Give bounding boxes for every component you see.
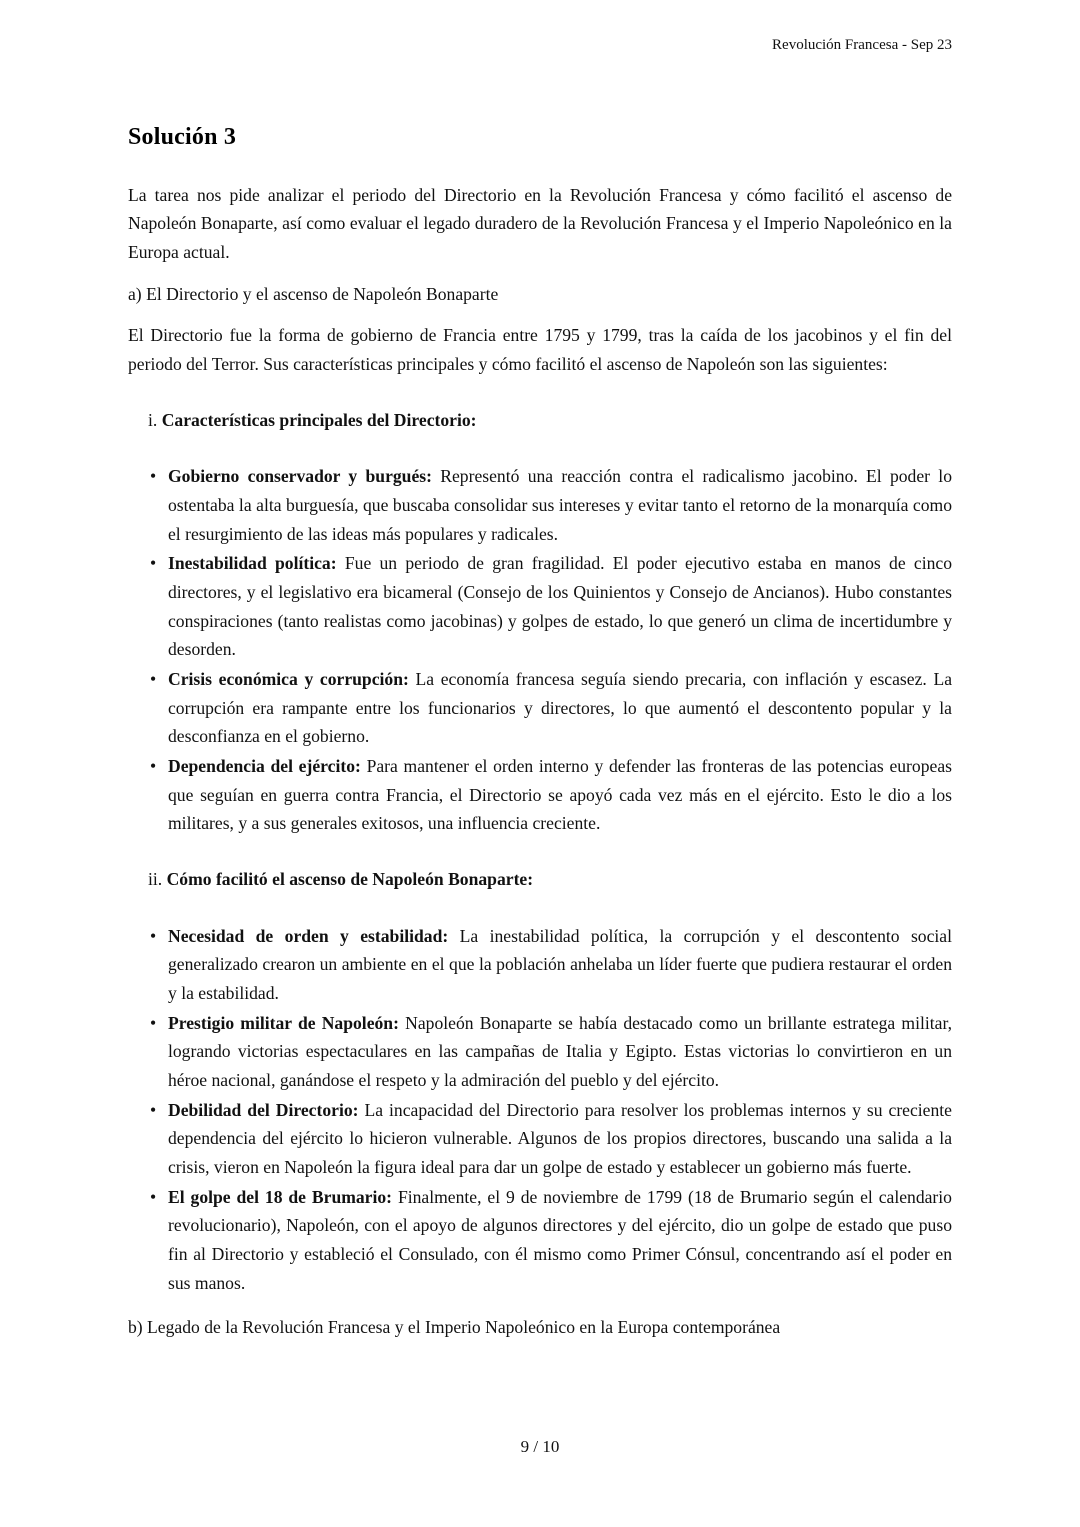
- list-i-heading-text: Características principales del Directorio:: [161, 409, 477, 430]
- list-ii-heading-text: Cómo facilitó el ascenso de Napoleón Bonaparte:: [166, 869, 534, 890]
- list-item: [128, 462, 952, 548]
- intro-paragraph: La tarea nos pide analizar el periodo del Directorio en la Revolución Francesa y cómo facilitó el ascenso de Napoleón Bonaparte, así como evaluar el legado duradero de la Revolución Francesa y el Imperio Napoleónico en la Europa actual.: [128, 184, 952, 262]
- list-i-heading: [148, 406, 952, 435]
- bullet-text: Representó una reacción contra el radicalismo jacobino. El poder lo ostentaba la alta burguesía, que buscaba consolidar sus intereses y evitar tanto el retorno de la monarquía como el resurgimiento de las ideas más populares y radicales.: [168, 466, 952, 544]
- list-ii-numeral: ii.: [148, 869, 163, 890]
- list-item: [128, 1183, 952, 1298]
- bullet-label: Debilidad del Directorio:: [168, 1099, 359, 1120]
- list-i-bullets: [128, 462, 952, 838]
- bullet-text: La economía francesa seguía siendo precaria, con inflación y escasez. La corrupción era rampante entre los funcionarios y directores, lo que aumentó el descontento popular y la desconfianza en el gobierno.: [168, 669, 952, 747]
- bullet-text: Napoleón Bonaparte se había destacado como un brillante estratega militar, logrando victorias espectaculares en las campañas de Italia y Egipto. Estas victorias lo convirtieron en un héroe nacional, ganándose el respeto y la admiración del pueblo y del ejército.: [168, 1012, 952, 1091]
- list-item: [128, 665, 952, 751]
- section-a-intro: El Directorio fue la forma de gobierno de Francia entre 1795 y 1799, tras la caída de los jacobinos y el fin del periodo del Terror. Sus características principales y cómo facilitó el ascenso de Napoleón son las siguientes:: [128, 325, 952, 374]
- bullet-text: La incapacidad del Directorio para resolver los problemas internos y su creciente dependencia del ejército lo hicieron vulnerable. Algunos de los propios directores, buscando una salida a la crisis, vieron en Napoleón la figura ideal para dar un golpe de estado y establecer un gobierno más fuerte.: [168, 1099, 952, 1178]
- list-item: [128, 1009, 952, 1095]
- list-ii-bullets: [128, 922, 952, 1298]
- bullet-label: Prestigio militar de Napoleón:: [168, 1012, 399, 1033]
- list-item: [128, 752, 952, 838]
- list-ii-heading: [148, 865, 952, 894]
- bullet-text: Finalmente, el 9 de noviembre de 1799 (18 de Brumario según el calendario revolucionario), Napoleón, con el apoyo de algunos directores y del ejército, dio un golpe de estado que puso fin al Directorio y estableció el Consulado, con él mismo como Primer Cónsul, concentrando así el poder en sus manos.: [168, 1186, 952, 1293]
- header-right-text: Revolución Francesa - Sep 23: [772, 37, 952, 53]
- bullet-text: La inestabilidad política, la corrupción y el descontento social generalizado crearon un ambiente en el que la población anhelaba un líder fuerte que pudiera restaurar el orden y la estabilidad.: [168, 925, 953, 1004]
- section-b-label: b) Legado de la Revolución Francesa y el Imperio Napoleónico en la Europa contemporánea: [128, 1317, 781, 1338]
- list-i-numeral: i.: [148, 409, 158, 430]
- bullet-label: El golpe del 18 de Brumario:: [168, 1186, 393, 1207]
- list-item: [128, 922, 952, 1008]
- bullet-label: Inestabilidad política:: [168, 553, 337, 574]
- bullet-label: Necesidad de orden y estabilidad:: [168, 925, 449, 946]
- list-item: [128, 1096, 952, 1182]
- bullet-label: Dependencia del ejército:: [168, 756, 361, 777]
- bullet-label: Gobierno conservador y burgués:: [168, 466, 432, 487]
- bullet-text: Para mantener el orden interno y defender las fronteras de las potencias europeas que seguían en guerra contra Francia, el Directorio se apoyó cada vez más en el ejército. Esto le dio a los militares, y a sus generales exitosos, una influencia creciente.: [168, 756, 952, 834]
- bullet-label: Crisis económica y corrupción:: [168, 669, 409, 690]
- bullet-text: Fue un periodo de gran fragilidad. El poder ejecutivo estaba en manos de cinco directores, y el legislativo era bicameral (Consejo de los Quinientos y Consejo de Ancianos). Hubo constantes conspiraciones (tanto realistas como jacobinas) y golpes de estado, lo que generó un clima de incertidumbre y desorden.: [168, 553, 952, 660]
- section-a-label: a) El Directorio y el ascenso de Napoleón Bonaparte: [128, 283, 499, 304]
- page-number: 9 / 10: [520, 1437, 560, 1457]
- list-item: [128, 549, 952, 664]
- solution-title: Solución 3: [128, 123, 237, 150]
- page-footer: [0, 1433, 1080, 1461]
- page-header: [128, 36, 952, 56]
